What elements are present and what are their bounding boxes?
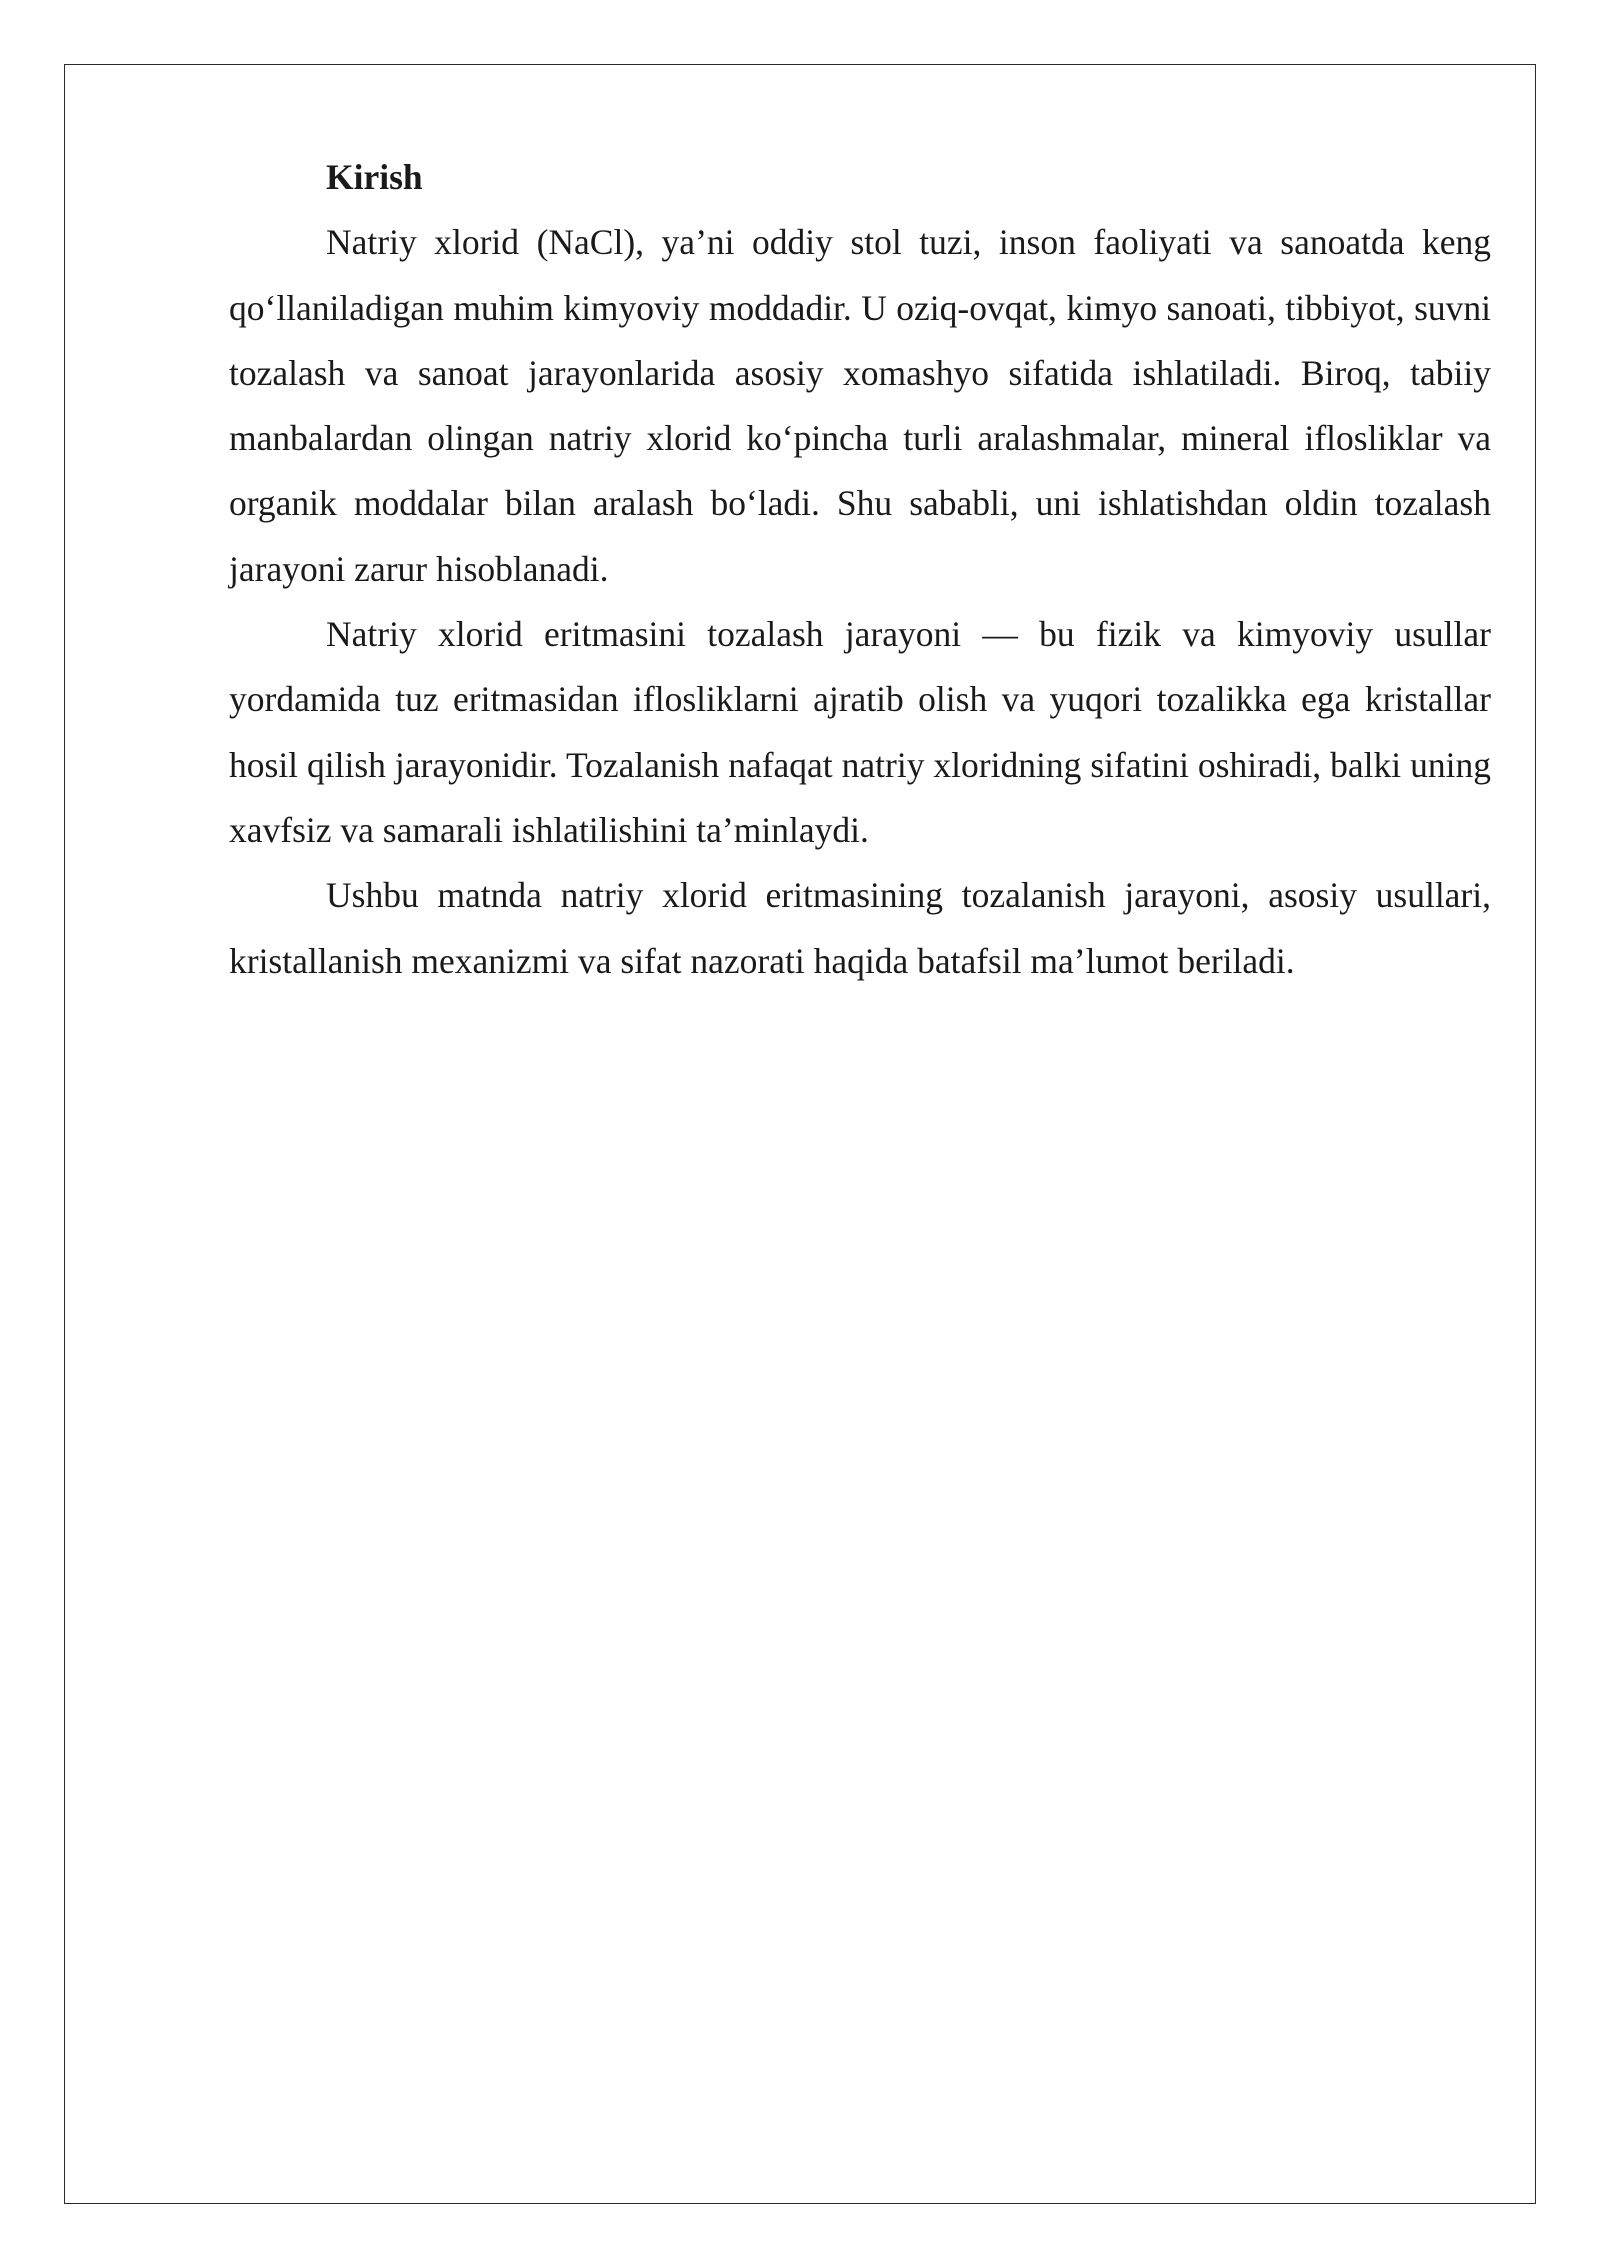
paragraph-1: Natriy xlorid (NaCl), ya’ni oddiy stol tuzi, inson faoliyati va sanoatda keng qo‘llaniladigan muhim kimyoviy moddadir. U oziq-ovqat, kimyo sanoati, tibbiyot, suvni tozalash va sanoat jarayonlarida asosiy xomashyo sifatida ishlatiladi. Biroq, tabiiy manbalardan olingan natriy xlorid ko‘pincha turli aralashmalar, mineral iflosliklar va organik moddalar bilan aralash bo‘ladi. Shu sababli, uni ishlatishdan oldin tozalash jarayoni zarur hisoblanadi. xyxy=(229,222,1491,589)
paragraph-3: Ushbu matnda natriy xlorid eritmasining tozalanish jarayoni, asosiy usullari, kristallanish mexanizmi va sifat nazorati haqida batafsil ma’lumot beriladi. xyxy=(229,875,1491,981)
section-heading: Kirish xyxy=(326,157,423,197)
document-body xyxy=(229,145,1491,994)
paragraph-2: Natriy xlorid eritmasini tozalash jarayoni — bu fizik va kimyoviy usullar yordamida tuz eritmasidan iflosliklarni ajratib olish va yuqori tozalikka ega kristallar hosil qilish jarayonidir. Tozalanish nafaqat natriy xloridning sifatini oshiradi, balki uning xavfsiz va samarali ishlatilishini ta’minlaydi. xyxy=(229,614,1491,850)
